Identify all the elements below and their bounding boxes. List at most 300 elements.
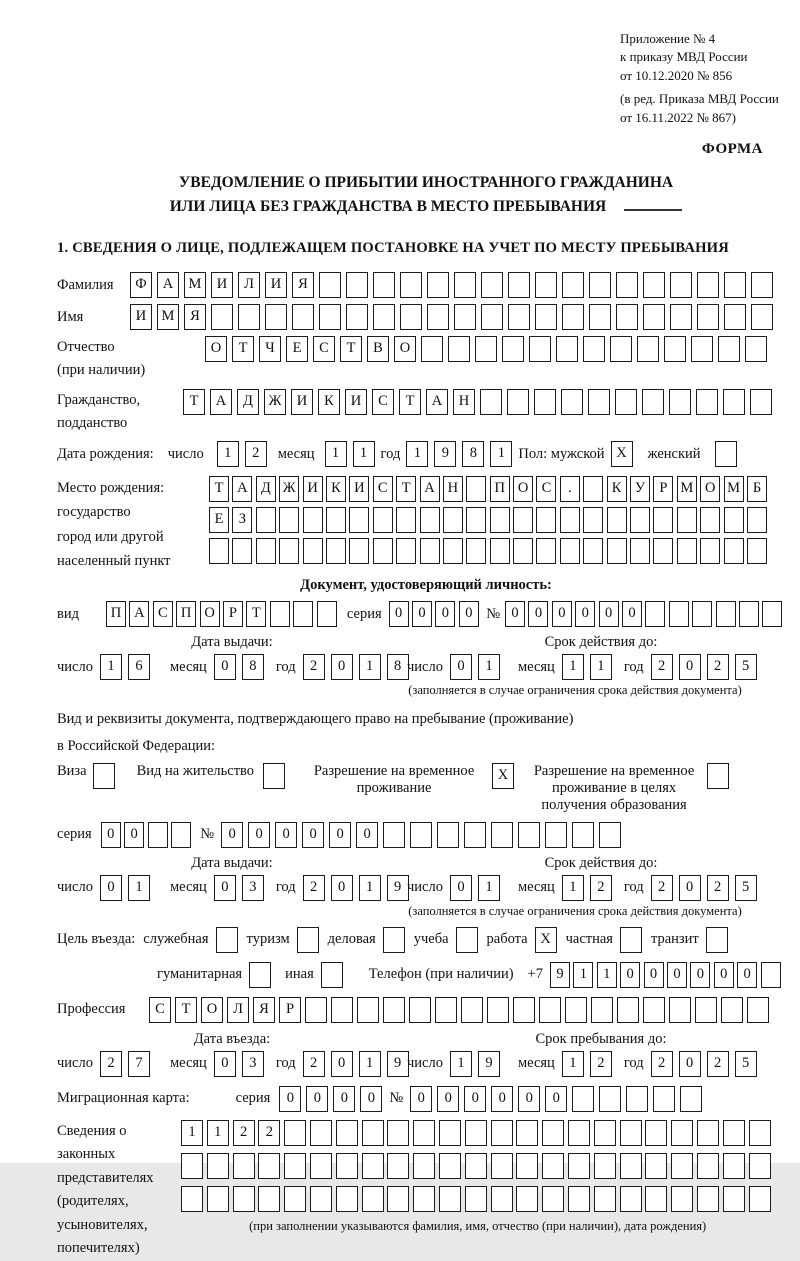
char-cell[interactable] [697,1120,719,1146]
char-cell[interactable]: 1 [217,441,239,467]
char-cell[interactable]: 0 [435,601,455,627]
char-cell[interactable]: С [372,389,394,415]
char-cell[interactable] [448,336,470,362]
char-cell[interactable] [677,507,697,533]
char-cell[interactable] [696,389,718,415]
char-cell[interactable] [362,1153,384,1179]
char-cell[interactable]: . [560,476,580,502]
char-cell[interactable]: И [345,389,367,415]
char-cell[interactable]: 0 [528,601,548,627]
edu-permit-checkbox[interactable] [707,763,729,789]
char-cell[interactable]: 1 [478,654,500,680]
char-cell[interactable] [464,822,486,848]
char-cell[interactable]: К [318,389,340,415]
char-cell[interactable] [749,1153,771,1179]
char-cell[interactable]: Ф [130,272,152,298]
char-cell[interactable]: 8 [462,441,484,467]
char-cell[interactable]: 1 [359,875,381,901]
char-cell[interactable] [331,997,353,1023]
char-cell[interactable] [491,822,513,848]
char-cell[interactable] [536,538,556,564]
char-cell[interactable] [443,538,463,564]
char-cell[interactable]: И [349,476,369,502]
char-cell[interactable] [465,1153,487,1179]
char-cell[interactable] [310,1120,332,1146]
char-cell[interactable] [292,304,314,330]
char-cell[interactable]: 1 [450,1051,472,1077]
char-cell[interactable] [616,272,638,298]
char-cell[interactable] [461,997,483,1023]
char-cell[interactable]: С [153,601,173,627]
char-cell[interactable] [749,1186,771,1212]
residence-permit-checkbox[interactable] [263,763,285,789]
char-cell[interactable] [516,1153,538,1179]
char-cell[interactable]: 0 [331,654,353,680]
char-cell[interactable]: М [677,476,697,502]
char-cell[interactable] [568,1153,590,1179]
char-cell[interactable] [284,1186,306,1212]
char-cell[interactable] [284,1153,306,1179]
char-cell[interactable]: 1 [359,654,381,680]
char-cell[interactable] [413,1186,435,1212]
char-cell[interactable]: О [394,336,416,362]
char-cell[interactable] [723,1186,745,1212]
char-cell[interactable] [211,304,233,330]
char-cell[interactable] [326,507,346,533]
char-cell[interactable]: 9 [387,1051,409,1077]
char-cell[interactable] [583,476,603,502]
char-cell[interactable]: З [232,507,252,533]
char-cell[interactable]: 1 [590,654,612,680]
char-cell[interactable] [671,1186,693,1212]
char-cell[interactable] [491,1186,513,1212]
char-cell[interactable]: 0 [622,601,642,627]
char-cell[interactable] [420,538,440,564]
char-cell[interactable]: И [130,304,152,330]
char-cell[interactable] [572,822,594,848]
char-cell[interactable]: 0 [644,962,664,988]
char-cell[interactable] [607,507,627,533]
char-cell[interactable]: 0 [331,1051,353,1077]
char-cell[interactable] [491,1120,513,1146]
char-cell[interactable]: 0 [679,654,701,680]
patronymic-cells[interactable] [205,336,772,362]
char-cell[interactable] [507,389,529,415]
char-cell[interactable] [545,822,567,848]
char-cell[interactable] [583,336,605,362]
char-cell[interactable]: А [129,601,149,627]
char-cell[interactable]: Я [292,272,314,298]
char-cell[interactable] [718,336,740,362]
char-cell[interactable] [336,1153,358,1179]
char-cell[interactable]: А [420,476,440,502]
valid-day-cells[interactable] [450,654,506,680]
char-cell[interactable] [637,336,659,362]
char-cell[interactable] [669,601,689,627]
char-cell[interactable] [475,336,497,362]
char-cell[interactable] [583,507,603,533]
char-cell[interactable] [645,1120,667,1146]
purpose-transit-checkbox[interactable] [706,927,728,953]
char-cell[interactable]: А [210,389,232,415]
char-cell[interactable] [616,304,638,330]
char-cell[interactable] [724,272,746,298]
char-cell[interactable]: 0 [275,822,297,848]
char-cell[interactable] [589,272,611,298]
char-cell[interactable]: Т [183,389,205,415]
birth-month-cells[interactable] [325,441,381,467]
char-cell[interactable] [373,272,395,298]
birth-place-cells-row1[interactable] [209,476,770,502]
char-cell[interactable]: 0 [620,962,640,988]
char-cell[interactable] [594,1186,616,1212]
char-cell[interactable]: 0 [100,875,122,901]
char-cell[interactable] [502,336,524,362]
char-cell[interactable]: 1 [181,1120,203,1146]
issue-month-cells[interactable] [214,654,270,680]
char-cell[interactable] [716,601,736,627]
char-cell[interactable] [745,336,767,362]
char-cell[interactable] [516,1186,538,1212]
char-cell[interactable] [721,997,743,1023]
char-cell[interactable] [670,304,692,330]
purpose-other-checkbox[interactable] [321,962,343,988]
char-cell[interactable] [594,1120,616,1146]
char-cell[interactable] [568,1186,590,1212]
char-cell[interactable] [724,304,746,330]
char-cell[interactable] [400,272,422,298]
char-cell[interactable]: 1 [573,962,593,988]
char-cell[interactable] [209,538,229,564]
char-cell[interactable]: С [149,997,171,1023]
char-cell[interactable]: 0 [331,875,353,901]
char-cell[interactable] [692,601,712,627]
representatives-cells-row1[interactable] [181,1120,774,1146]
char-cell[interactable] [630,538,650,564]
char-cell[interactable] [697,1186,719,1212]
char-cell[interactable] [542,1186,564,1212]
doc-series-cells[interactable] [389,601,483,627]
char-cell[interactable]: 1 [478,875,500,901]
char-cell[interactable] [723,389,745,415]
char-cell[interactable]: Л [227,997,249,1023]
char-cell[interactable]: О [200,601,220,627]
char-cell[interactable]: 1 [359,1051,381,1077]
char-cell[interactable] [724,538,744,564]
char-cell[interactable]: 7 [128,1051,150,1077]
char-cell[interactable]: Р [223,601,243,627]
char-cell[interactable] [697,272,719,298]
char-cell[interactable] [420,507,440,533]
char-cell[interactable]: 0 [714,962,734,988]
char-cell[interactable]: 2 [651,654,673,680]
char-cell[interactable] [490,538,510,564]
char-cell[interactable] [747,507,767,533]
char-cell[interactable]: 5 [735,654,757,680]
char-cell[interactable] [653,507,673,533]
residence-number-cells[interactable] [221,822,626,848]
char-cell[interactable]: Т [396,476,416,502]
char-cell[interactable]: 1 [100,654,122,680]
char-cell[interactable]: 0 [356,822,378,848]
char-cell[interactable]: 0 [214,654,236,680]
char-cell[interactable]: Т [246,601,266,627]
char-cell[interactable]: 0 [459,601,479,627]
char-cell[interactable] [454,304,476,330]
char-cell[interactable]: Р [653,476,673,502]
char-cell[interactable] [620,1186,642,1212]
char-cell[interactable] [413,1153,435,1179]
char-cell[interactable] [481,272,503,298]
phone-cells[interactable] [550,962,784,988]
char-cell[interactable] [529,336,551,362]
char-cell[interactable] [439,1153,461,1179]
char-cell[interactable] [427,272,449,298]
char-cell[interactable]: Е [209,507,229,533]
char-cell[interactable] [233,1153,255,1179]
char-cell[interactable]: 1 [128,875,150,901]
char-cell[interactable] [642,389,664,415]
char-cell[interactable] [387,1186,409,1212]
char-cell[interactable] [615,389,637,415]
purpose-work-checkbox[interactable]: X [535,927,557,953]
purpose-tourism-checkbox[interactable] [297,927,319,953]
char-cell[interactable]: Ж [264,389,286,415]
char-cell[interactable]: 0 [518,1086,540,1112]
residence-series-cells[interactable] [101,822,195,848]
char-cell[interactable]: П [176,601,196,627]
char-cell[interactable] [238,304,260,330]
char-cell[interactable] [487,997,509,1023]
char-cell[interactable]: О [205,336,227,362]
char-cell[interactable]: 3 [242,875,264,901]
char-cell[interactable] [383,997,405,1023]
char-cell[interactable]: У [630,476,650,502]
char-cell[interactable]: 0 [410,1086,432,1112]
residence-issue-month-cells[interactable] [214,875,270,901]
char-cell[interactable]: 9 [387,875,409,901]
residence-valid-day-cells[interactable] [450,875,506,901]
char-cell[interactable]: 2 [245,441,267,467]
char-cell[interactable] [279,538,299,564]
valid-month-cells[interactable] [562,654,618,680]
char-cell[interactable]: Я [184,304,206,330]
birth-place-cells-row2[interactable] [209,507,770,533]
char-cell[interactable]: 0 [491,1086,513,1112]
char-cell[interactable]: 0 [679,875,701,901]
char-cell[interactable] [697,304,719,330]
char-cell[interactable] [373,538,393,564]
char-cell[interactable]: И [265,272,287,298]
char-cell[interactable] [421,336,443,362]
char-cell[interactable]: Р [279,997,301,1023]
char-cell[interactable] [751,272,773,298]
char-cell[interactable]: 2 [707,654,729,680]
char-cell[interactable]: 0 [302,822,324,848]
char-cell[interactable]: 0 [221,822,243,848]
char-cell[interactable] [560,507,580,533]
char-cell[interactable] [739,601,759,627]
birth-year-cells[interactable] [406,441,518,467]
char-cell[interactable] [265,304,287,330]
char-cell[interactable] [643,272,665,298]
char-cell[interactable] [293,601,313,627]
char-cell[interactable]: 0 [329,822,351,848]
char-cell[interactable]: Т [232,336,254,362]
char-cell[interactable] [653,538,673,564]
char-cell[interactable] [560,538,580,564]
char-cell[interactable]: 9 [478,1051,500,1077]
char-cell[interactable]: 1 [353,441,375,467]
char-cell[interactable] [562,272,584,298]
char-cell[interactable] [233,1186,255,1212]
purpose-private-checkbox[interactable] [620,927,642,953]
char-cell[interactable] [724,507,744,533]
char-cell[interactable] [396,507,416,533]
char-cell[interactable] [319,272,341,298]
char-cell[interactable]: 5 [735,875,757,901]
char-cell[interactable]: 2 [590,875,612,901]
char-cell[interactable]: Д [237,389,259,415]
char-cell[interactable]: 1 [490,441,512,467]
char-cell[interactable] [542,1153,564,1179]
char-cell[interactable]: 2 [303,654,325,680]
char-cell[interactable] [270,601,290,627]
char-cell[interactable] [256,538,276,564]
char-cell[interactable] [435,997,457,1023]
char-cell[interactable] [617,997,639,1023]
char-cell[interactable] [630,507,650,533]
issue-year-cells[interactable] [303,654,415,680]
char-cell[interactable]: П [490,476,510,502]
char-cell[interactable] [697,1153,719,1179]
char-cell[interactable] [664,336,686,362]
char-cell[interactable]: 9 [550,962,570,988]
char-cell[interactable] [620,1153,642,1179]
char-cell[interactable]: Л [238,272,260,298]
char-cell[interactable] [466,538,486,564]
char-cell[interactable] [542,1120,564,1146]
char-cell[interactable] [751,304,773,330]
char-cell[interactable] [454,272,476,298]
char-cell[interactable] [669,997,691,1023]
char-cell[interactable]: 0 [437,1086,459,1112]
char-cell[interactable] [346,272,368,298]
char-cell[interactable] [466,476,486,502]
char-cell[interactable] [349,507,369,533]
entry-year-cells[interactable] [303,1051,415,1077]
representatives-cells-row3[interactable] [181,1186,774,1212]
char-cell[interactable]: 0 [575,601,595,627]
char-cell[interactable] [565,997,587,1023]
char-cell[interactable]: А [157,272,179,298]
char-cell[interactable]: М [184,272,206,298]
char-cell[interactable]: 0 [248,822,270,848]
char-cell[interactable]: 1 [207,1120,229,1146]
char-cell[interactable] [626,1086,648,1112]
char-cell[interactable] [284,1120,306,1146]
char-cell[interactable] [588,389,610,415]
char-cell[interactable] [362,1186,384,1212]
char-cell[interactable]: Е [286,336,308,362]
char-cell[interactable] [536,507,556,533]
char-cell[interactable]: И [291,389,313,415]
char-cell[interactable] [279,507,299,533]
char-cell[interactable] [319,304,341,330]
profession-cells[interactable] [149,997,773,1023]
char-cell[interactable]: 1 [562,654,584,680]
char-cell[interactable]: 0 [306,1086,328,1112]
char-cell[interactable]: 1 [562,875,584,901]
stay-month-cells[interactable] [562,1051,618,1077]
char-cell[interactable]: 0 [552,601,572,627]
char-cell[interactable] [256,507,276,533]
char-cell[interactable] [508,272,530,298]
char-cell[interactable] [750,389,772,415]
char-cell[interactable] [556,336,578,362]
char-cell[interactable] [317,601,337,627]
doc-number-cells[interactable] [505,601,786,627]
char-cell[interactable] [443,507,463,533]
char-cell[interactable] [535,304,557,330]
char-cell[interactable] [310,1186,332,1212]
char-cell[interactable] [723,1153,745,1179]
char-cell[interactable] [700,538,720,564]
char-cell[interactable] [258,1186,280,1212]
char-cell[interactable]: 0 [214,875,236,901]
char-cell[interactable] [437,822,459,848]
char-cell[interactable]: 0 [214,1051,236,1077]
char-cell[interactable]: 0 [450,875,472,901]
char-cell[interactable] [373,507,393,533]
char-cell[interactable] [387,1153,409,1179]
char-cell[interactable] [480,389,502,415]
char-cell[interactable] [669,389,691,415]
char-cell[interactable] [516,1120,538,1146]
char-cell[interactable]: 8 [242,654,264,680]
char-cell[interactable]: Т [209,476,229,502]
char-cell[interactable] [303,538,323,564]
char-cell[interactable]: 5 [735,1051,757,1077]
char-cell[interactable]: 2 [258,1120,280,1146]
char-cell[interactable] [594,1153,616,1179]
char-cell[interactable] [409,997,431,1023]
char-cell[interactable] [761,962,781,988]
char-cell[interactable]: 0 [599,601,619,627]
stay-year-cells[interactable] [651,1051,763,1077]
char-cell[interactable] [465,1120,487,1146]
migration-series-cells[interactable] [279,1086,387,1112]
char-cell[interactable]: 0 [360,1086,382,1112]
purpose-humanitarian-checkbox[interactable] [249,962,271,988]
char-cell[interactable] [643,997,665,1023]
char-cell[interactable] [562,304,584,330]
char-cell[interactable]: 6 [128,654,150,680]
char-cell[interactable] [680,1086,702,1112]
char-cell[interactable]: 0 [333,1086,355,1112]
char-cell[interactable] [508,304,530,330]
sex-male-checkbox[interactable]: X [611,441,633,467]
char-cell[interactable] [310,1153,332,1179]
char-cell[interactable]: 1 [597,962,617,988]
char-cell[interactable]: О [513,476,533,502]
issue-day-cells[interactable] [100,654,156,680]
char-cell[interactable] [583,538,603,564]
char-cell[interactable] [671,1120,693,1146]
char-cell[interactable]: 0 [545,1086,567,1112]
char-cell[interactable] [589,304,611,330]
purpose-study-checkbox[interactable] [456,927,478,953]
